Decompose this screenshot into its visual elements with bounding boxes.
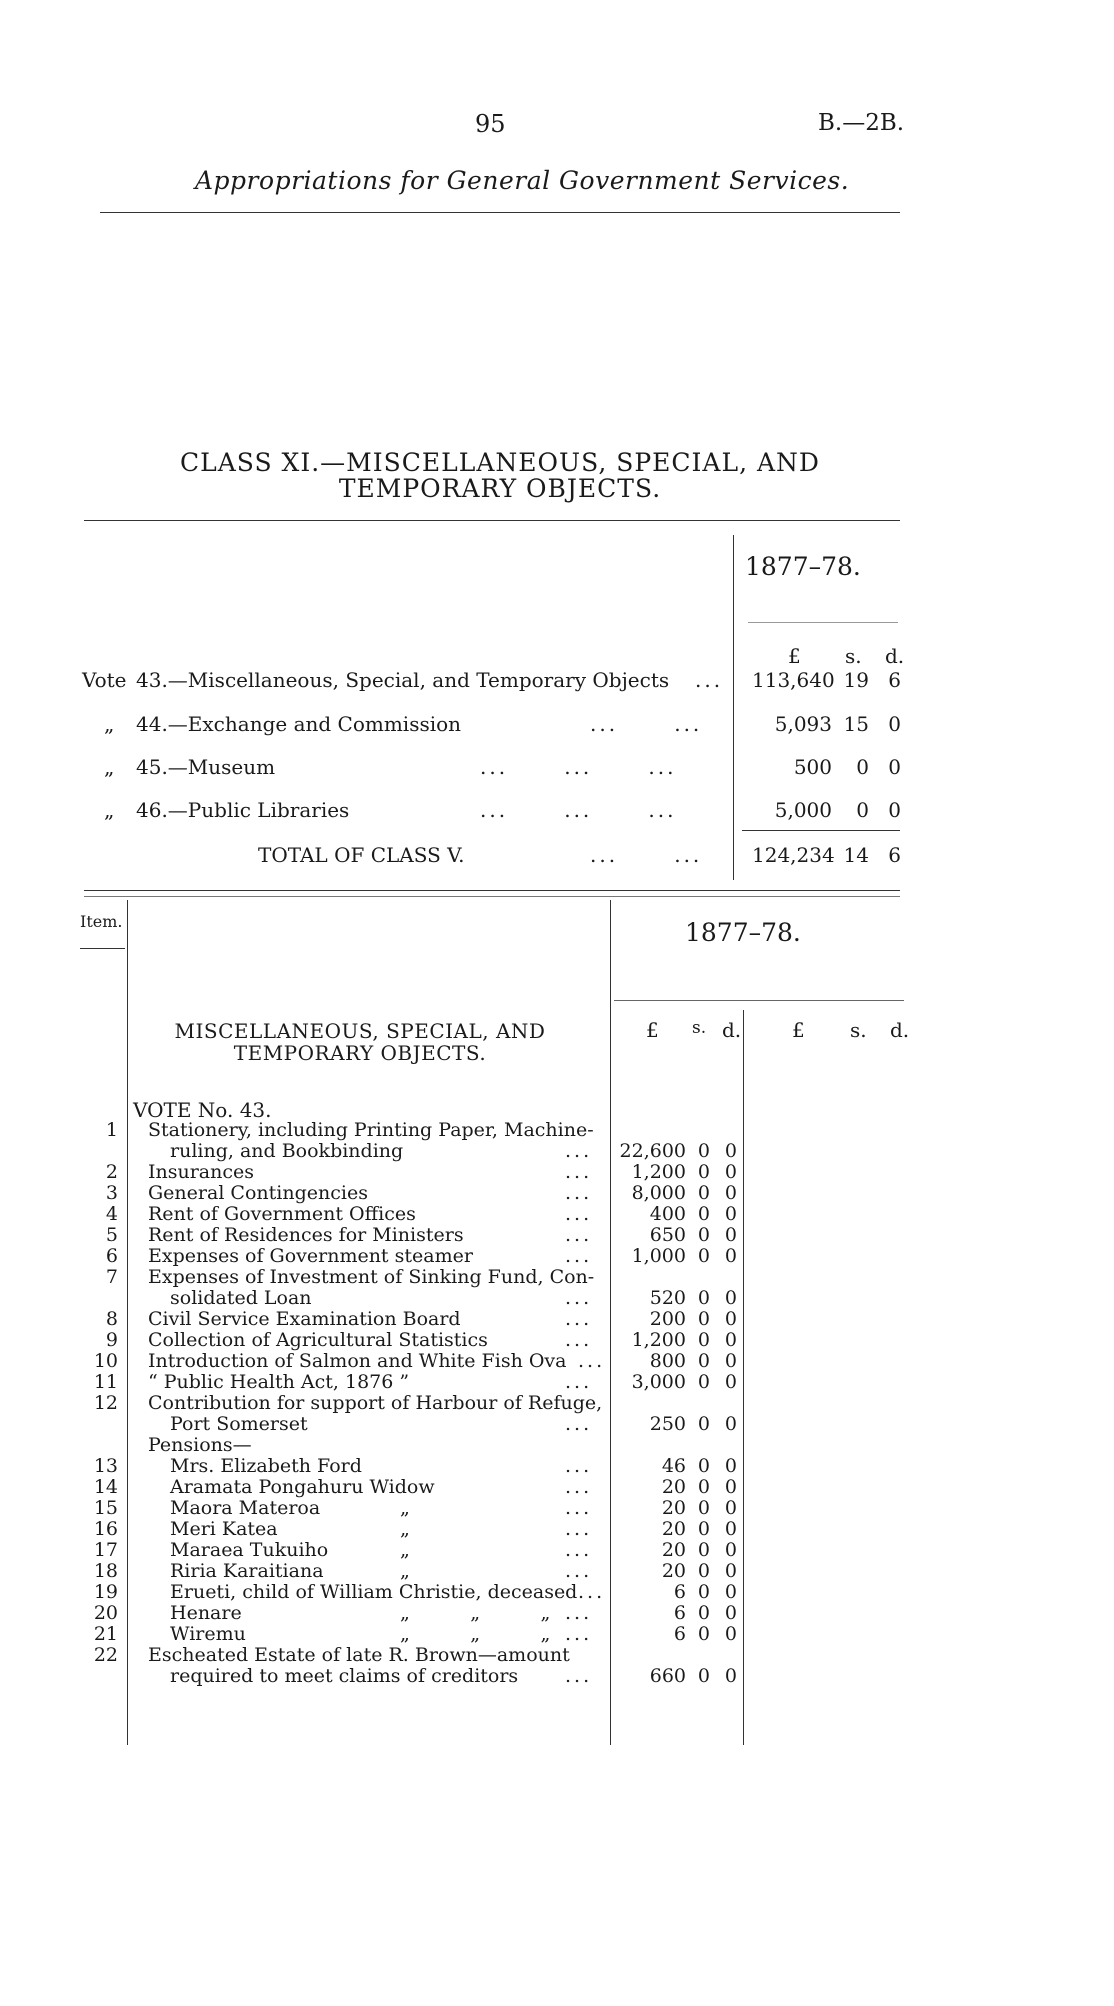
item-number: 7 (105, 1266, 118, 1288)
item-pounds: 3,000 (631, 1371, 686, 1393)
item-leader-dots: ... (578, 1581, 606, 1603)
summary-pounds-header: £ (788, 644, 801, 668)
item-description: Collection of Agricultural Statistics (148, 1329, 488, 1351)
item-pounds: 20 (661, 1539, 686, 1561)
item-pounds: 1,200 (631, 1329, 686, 1351)
class-title: CLASS XI.—MISCELLANEOUS, SPECIAL, AND TEMPORARY OBJECTS. (180, 448, 820, 503)
summary-row-pence: 0 (888, 798, 901, 822)
item-leader-dots: ... (565, 1245, 593, 1267)
vote-number-heading: VOTE No. 43. (133, 1098, 272, 1122)
item-leader-dots: ... (565, 1329, 593, 1351)
item-ditto-mark: „ (400, 1497, 410, 1519)
item-pence: 0 (724, 1476, 737, 1498)
item-column-divider (127, 900, 128, 1745)
item-number: 8 (105, 1308, 118, 1330)
summary-top-rule (84, 520, 900, 521)
page-subtitle: Appropriations for General Government Services. (195, 166, 850, 195)
detail-pounds-header: £ (646, 1018, 659, 1042)
item-description: Meri Katea (170, 1518, 278, 1540)
item-shillings: 0 (697, 1140, 710, 1162)
item-shillings: 0 (697, 1665, 710, 1687)
item-description: Wiremu (170, 1623, 246, 1645)
item-description: Insurances (148, 1161, 255, 1183)
summary-row-dots: ... ... ... (480, 798, 677, 822)
item-shillings: 0 (697, 1224, 710, 1246)
summary-shillings-header: s. (845, 644, 862, 668)
item-description: Contribution for support of Harbour of Refuge, (148, 1392, 603, 1414)
summary-row-prefix: Vote (82, 668, 127, 692)
item-number: 19 (93, 1581, 118, 1603)
item-leader-dots: ... (565, 1560, 593, 1582)
item-leader-dots: ... (565, 1203, 593, 1225)
item-pounds: 8,000 (631, 1182, 686, 1204)
item-number: 20 (93, 1602, 118, 1624)
item-number: 13 (93, 1455, 118, 1477)
pensions-heading: Pensions— (148, 1434, 252, 1456)
item-shillings: 0 (697, 1371, 710, 1393)
pence-column-divider (743, 1010, 744, 1745)
detail-section-title: MISCELLANEOUS, SPECIAL, AND TEMPORARY OBJECTS. (174, 1019, 546, 1065)
summary-row-pounds: 5,093 (774, 712, 832, 736)
item-ditto-mark: „ „ „ (400, 1602, 551, 1624)
item-leader-dots: ... (565, 1140, 593, 1162)
item-pence: 0 (724, 1350, 737, 1372)
item-pounds: 6 (673, 1602, 686, 1624)
item-description-continued: required to meet claims of creditors (170, 1665, 519, 1687)
item-pounds: 20 (661, 1476, 686, 1498)
item-number: 1 (105, 1119, 118, 1141)
summary-total-pounds: 124,234 (752, 843, 835, 867)
item-pounds: 400 (649, 1203, 686, 1225)
item-ditto-mark: „ „ „ (400, 1623, 551, 1645)
item-leader-dots: ... (578, 1350, 606, 1372)
item-number: 22 (93, 1644, 118, 1666)
item-shillings: 0 (697, 1329, 710, 1351)
item-pounds: 800 (649, 1350, 686, 1372)
item-leader-dots: ... (565, 1308, 593, 1330)
item-description: General Contingencies (148, 1182, 368, 1204)
item-pence: 0 (724, 1455, 737, 1477)
amount-column-divider (610, 900, 611, 1745)
summary-year-heading: 1877–78. (745, 552, 861, 581)
summary-row-pence: 0 (888, 755, 901, 779)
item-number: 16 (93, 1518, 118, 1540)
item-pence: 0 (724, 1245, 737, 1267)
item-pounds: 520 (649, 1287, 686, 1309)
summary-pence-header: d. (885, 644, 905, 668)
item-number: 4 (105, 1203, 118, 1225)
item-shillings: 0 (697, 1413, 710, 1435)
item-shillings: 0 (697, 1623, 710, 1645)
detail-year-rule (614, 1000, 904, 1001)
summary-row-pounds: 113,640 (752, 668, 835, 692)
summary-row-label: 43.—Miscellaneous, Special, and Temporary Objects (136, 668, 670, 692)
item-number: 11 (93, 1371, 118, 1393)
item-pence: 0 (724, 1329, 737, 1351)
item-pounds: 200 (649, 1308, 686, 1330)
item-ditto-mark: „ (400, 1560, 410, 1582)
item-description: Maora Materoa (170, 1497, 321, 1519)
detail-col2-pence-header: d. (890, 1018, 910, 1042)
detail-col2-pounds-header: £ (792, 1018, 805, 1042)
summary-row-pence: 6 (888, 668, 901, 692)
item-shillings: 0 (697, 1497, 710, 1519)
item-description-continued: solidated Loan (170, 1287, 312, 1309)
item-description: Civil Service Examination Board (148, 1308, 461, 1330)
item-shillings: 0 (697, 1560, 710, 1582)
header-rule (100, 212, 900, 213)
item-leader-dots: ... (565, 1413, 593, 1435)
item-leader-dots: ... (565, 1224, 593, 1246)
item-description-continued: Port Somerset (170, 1413, 308, 1435)
item-number: 21 (93, 1623, 118, 1645)
detail-top-rule (84, 890, 900, 891)
detail-col2-shillings-header: s. (850, 1018, 867, 1042)
item-pence: 0 (724, 1665, 737, 1687)
item-shillings: 0 (697, 1287, 710, 1309)
item-description: Henare (170, 1602, 242, 1624)
summary-total-pence: 6 (888, 843, 901, 867)
item-shillings: 0 (697, 1182, 710, 1204)
item-shillings: 0 (697, 1518, 710, 1540)
item-leader-dots: ... (565, 1476, 593, 1498)
item-pence: 0 (724, 1308, 737, 1330)
item-description: Escheated Estate of late R. Brown—amount (148, 1644, 570, 1666)
item-pounds: 22,600 (619, 1140, 686, 1162)
item-description: Stationery, including Printing Paper, Machine- (148, 1119, 594, 1141)
item-description: Maraea Tukuiho (170, 1539, 329, 1561)
item-shillings: 0 (697, 1161, 710, 1183)
item-leader-dots: ... (565, 1623, 593, 1645)
summary-row-label: 44.—Exchange and Commission (136, 712, 462, 736)
document-reference: B.—2B. (818, 110, 905, 136)
item-pounds: 20 (661, 1560, 686, 1582)
item-description-continued: ruling, and Bookbinding (170, 1140, 404, 1162)
summary-vertical-rule (733, 535, 734, 880)
item-shillings: 0 (697, 1245, 710, 1267)
item-description: “ Public Health Act, 1876 ” (148, 1371, 410, 1393)
summary-row-prefix: „ (104, 712, 115, 736)
item-shillings: 0 (697, 1581, 710, 1603)
item-shillings: 0 (697, 1539, 710, 1561)
summary-row-pence: 0 (888, 712, 901, 736)
summary-year-rule (748, 622, 898, 623)
item-pounds: 6 (673, 1581, 686, 1603)
summary-row-pounds: 500 (793, 755, 832, 779)
detail-pence-header: d. (722, 1018, 742, 1042)
item-number: 17 (93, 1539, 118, 1561)
summary-total-shillings: 14 (843, 843, 869, 867)
item-description: Mrs. Elizabeth Ford (170, 1455, 362, 1477)
item-leader-dots: ... (565, 1665, 593, 1687)
summary-row-shillings: 19 (843, 668, 869, 692)
item-pence: 0 (724, 1182, 737, 1204)
summary-row-dots: ... ... ... (480, 755, 677, 779)
item-number: 6 (105, 1245, 118, 1267)
item-leader-dots: ... (565, 1287, 593, 1309)
item-description: Introduction of Salmon and White Fish Ova (148, 1350, 567, 1372)
summary-row-label: 45.—Museum (136, 755, 276, 779)
page-number: 95 (475, 110, 506, 138)
item-pounds: 660 (649, 1665, 686, 1687)
item-shillings: 0 (697, 1350, 710, 1372)
item-pence: 0 (724, 1413, 737, 1435)
item-leader-dots: ... (565, 1602, 593, 1624)
item-leader-dots: ... (565, 1371, 593, 1393)
item-pence: 0 (724, 1581, 737, 1603)
item-pounds: 20 (661, 1518, 686, 1540)
item-leader-dots: ... (565, 1182, 593, 1204)
item-description: Rent of Government Offices (148, 1203, 416, 1225)
item-pence: 0 (724, 1518, 737, 1540)
item-pence: 0 (724, 1623, 737, 1645)
summary-row-label: 46.—Public Libraries (136, 798, 350, 822)
item-column-header: Item. (80, 912, 123, 931)
summary-row-shillings: 0 (856, 798, 869, 822)
item-description: Rent of Residences for Ministers (148, 1224, 464, 1246)
item-shillings: 0 (697, 1203, 710, 1225)
item-header-rule (80, 948, 125, 949)
item-ditto-mark: „ (400, 1518, 410, 1540)
item-pounds: 250 (649, 1413, 686, 1435)
item-pence: 0 (724, 1161, 737, 1183)
item-number: 2 (105, 1161, 118, 1183)
item-leader-dots: ... (565, 1518, 593, 1540)
summary-total-dots: ... ... (590, 843, 703, 867)
item-number: 3 (105, 1182, 118, 1204)
item-number: 10 (93, 1350, 118, 1372)
item-pence: 0 (724, 1140, 737, 1162)
summary-row-shillings: 0 (856, 755, 869, 779)
item-number: 9 (105, 1329, 118, 1351)
detail-year-heading: 1877–78. (685, 918, 801, 947)
summary-row-shillings: 15 (843, 712, 869, 736)
item-description: Expenses of Government steamer (148, 1245, 473, 1267)
item-pence: 0 (724, 1224, 737, 1246)
item-pence: 0 (724, 1203, 737, 1225)
item-shillings: 0 (697, 1476, 710, 1498)
item-shillings: 0 (697, 1455, 710, 1477)
item-shillings: 0 (697, 1602, 710, 1624)
item-pence: 0 (724, 1602, 737, 1624)
item-pounds: 46 (661, 1455, 686, 1477)
item-description: Expenses of Investment of Sinking Fund, Con- (148, 1266, 595, 1288)
item-pence: 0 (724, 1371, 737, 1393)
item-pence: 0 (724, 1560, 737, 1582)
item-description: Erueti, child of William Christie, deceased (170, 1581, 578, 1603)
summary-row-prefix: „ (104, 798, 115, 822)
item-number: 12 (93, 1392, 118, 1414)
item-pence: 0 (724, 1497, 737, 1519)
summary-row-prefix: „ (104, 755, 115, 779)
item-leader-dots: ... (565, 1455, 593, 1477)
item-number: 15 (93, 1497, 118, 1519)
item-pounds: 1,000 (631, 1245, 686, 1267)
detail-shillings-header: s. (692, 1018, 707, 1038)
item-leader-dots: ... (565, 1539, 593, 1561)
item-leader-dots: ... (565, 1161, 593, 1183)
summary-row-dots: ... ... (590, 712, 703, 736)
item-pounds: 20 (661, 1497, 686, 1519)
item-ditto-mark: „ (400, 1539, 410, 1561)
item-pence: 0 (724, 1287, 737, 1309)
item-number: 14 (93, 1476, 118, 1498)
summary-total-rule (742, 830, 900, 831)
item-shillings: 0 (697, 1308, 710, 1330)
item-description: Aramata Pongahuru Widow (170, 1476, 435, 1498)
item-description: Riria Karaitiana (170, 1560, 324, 1582)
item-number: 18 (93, 1560, 118, 1582)
item-number: 5 (105, 1224, 118, 1246)
item-pence: 0 (724, 1539, 737, 1561)
item-pounds: 1,200 (631, 1161, 686, 1183)
item-pounds: 6 (673, 1623, 686, 1645)
summary-row-pounds: 5,000 (774, 798, 832, 822)
summary-total-label: TOTAL OF CLASS V. (258, 843, 465, 867)
item-leader-dots: ... (565, 1497, 593, 1519)
item-pounds: 650 (649, 1224, 686, 1246)
detail-top-rule-2 (84, 896, 900, 897)
summary-row-dots: ... (695, 668, 724, 692)
